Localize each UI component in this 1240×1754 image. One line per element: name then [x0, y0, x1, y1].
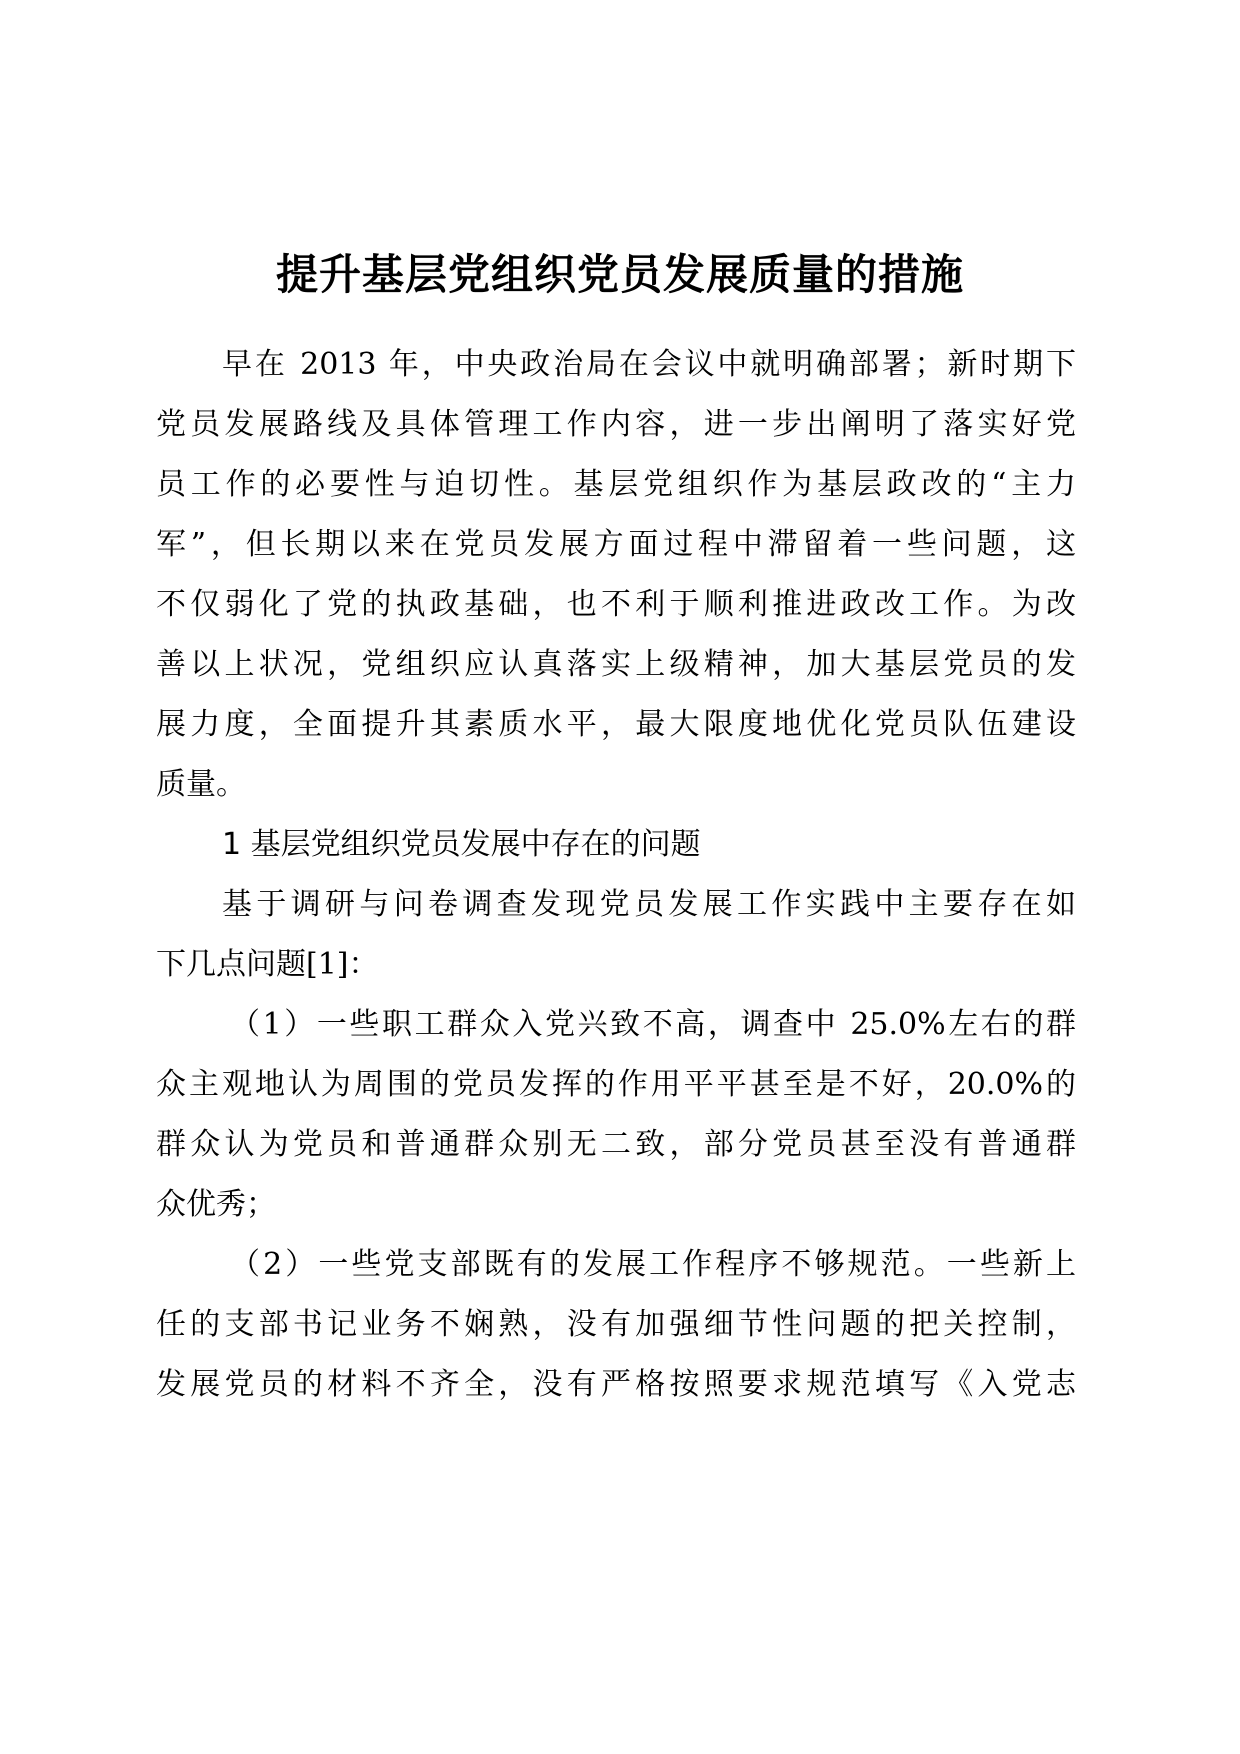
intro-line-6: 善以上状况，党组织应认真落实上级精神，加大基层党员的发: [156, 647, 1076, 682]
page-title: 提升基层党组织党员发展质量的措施: [275, 250, 964, 299]
item1-line-4: 众优秀；: [156, 1187, 276, 1222]
intro-line-3: 员工作的必要性与迫切性。基层党组织作为基层政改的“主力: [156, 467, 1076, 502]
item2-line-3: 发展党员的材料不齐全，没有严格按照要求规范填写《入党志: [156, 1367, 1076, 1402]
item1-line-1: （1）一些职工群众入党兴致不高，调查中 25.0%左右的群: [230, 1007, 1076, 1042]
intro-line-7: 展力度，全面提升其素质水平，最大限度地优化党员队伍建设: [156, 707, 1076, 742]
item1-line-3: 群众认为党员和普通群众别无二致，部分党员甚至没有普通群: [156, 1127, 1076, 1162]
section-heading: 1 基层党组织党员发展中存在的问题: [222, 827, 701, 862]
intro-line-2: 党员发展路线及具体管理工作内容，进一步出阐明了落实好党: [156, 407, 1076, 442]
intro-line-4: 军”，但长期以来在党员发展方面过程中滞留着一些问题，这: [156, 527, 1076, 562]
item1-line-2: 众主观地认为周围的党员发挥的作用平平甚至是不好，20.0%的: [156, 1067, 1076, 1102]
intro-line-8: 质量。: [156, 767, 246, 802]
intro-line-5: 不仅弱化了党的执政基础，也不利于顺利推进政改工作。为改: [156, 587, 1076, 622]
intro-line-1: 早在 2013 年，中央政治局在会议中就明确部署；新时期下: [222, 347, 1076, 382]
section-intro-line-1: 基于调研与问卷调查发现党员发展工作实践中主要存在如: [222, 887, 1076, 922]
item2-line-1: （2）一些党支部既有的发展工作程序不够规范。一些新上: [230, 1247, 1076, 1282]
item2-line-2: 任的支部书记业务不娴熟，没有加强细节性问题的把关控制，: [156, 1307, 1076, 1342]
section-intro-line-2: 下几点问题[1]：: [156, 947, 379, 982]
